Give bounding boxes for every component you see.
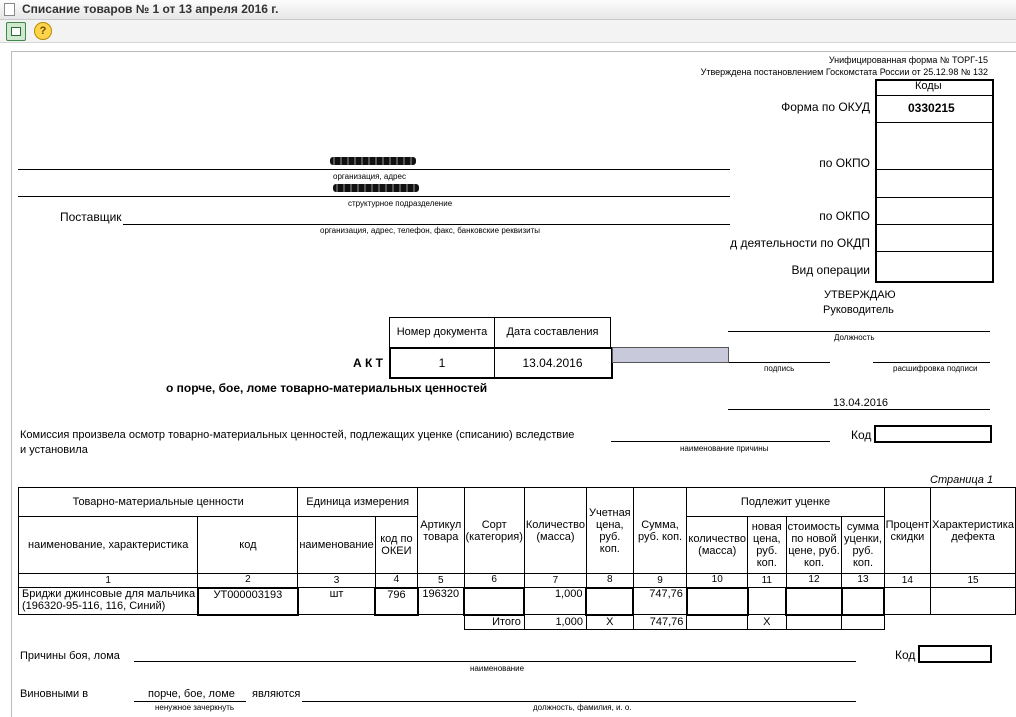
- sign-line: [728, 362, 830, 363]
- selected-cell[interactable]: [612, 347, 729, 363]
- row-code: УТ000003193: [198, 588, 298, 615]
- table-row: [19, 588, 1016, 615]
- toolbar: [0, 20, 1016, 43]
- window-titlebar: [0, 0, 1016, 20]
- name-caption: наименование: [470, 664, 525, 673]
- doc-date-header: Дата составления: [506, 326, 599, 338]
- row-article: 196320: [418, 588, 464, 615]
- act-subtitle: о порче, бое, ломе товарно-материальных ценностей: [166, 381, 488, 395]
- help-icon[interactable]: ?: [34, 22, 52, 40]
- document-icon: [4, 3, 15, 16]
- reason-line: [611, 441, 830, 442]
- total-row: [19, 615, 1016, 630]
- commission-line-2: и установила: [20, 444, 88, 456]
- date-line: [728, 409, 990, 410]
- col-num: 13: [842, 574, 884, 588]
- kod-box[interactable]: [874, 425, 992, 443]
- total-price: X: [586, 615, 633, 630]
- position-caption: Должность: [834, 333, 875, 342]
- row-md-sum: [842, 588, 884, 615]
- org-caption: организация, адрес: [333, 172, 406, 181]
- h-md-sum: сумма уценки, руб. коп.: [842, 517, 884, 574]
- kod2-box[interactable]: [918, 645, 992, 663]
- h-name: наименование, характеристика: [19, 517, 198, 574]
- h-unit: Единица измерения: [298, 488, 418, 517]
- row-pct: [884, 588, 931, 615]
- sign-caption: подпись: [764, 364, 795, 373]
- supplier-label: Поставщик: [60, 210, 122, 224]
- codes-header: Коды: [915, 80, 942, 92]
- decoding-caption: расшифровка подписи: [893, 364, 978, 373]
- doc-date: 13.04.2016: [522, 355, 583, 370]
- total-sum: 747,76: [633, 615, 687, 630]
- total-md-cost: [786, 615, 842, 630]
- row-sum: 747,76: [633, 588, 687, 615]
- col-num: 9: [633, 574, 687, 588]
- act-label: А К Т: [353, 356, 383, 370]
- row-price: [586, 588, 633, 615]
- col-num: 2: [198, 574, 298, 588]
- row-md-price: [748, 588, 787, 615]
- col-num: 8: [586, 574, 633, 588]
- form-approved: Утверждена постановлением Госкомстата России от 25.12.98 № 132: [700, 67, 988, 77]
- reasons-line: [134, 661, 856, 662]
- position-line: [728, 331, 990, 332]
- col-num: 5: [418, 574, 464, 588]
- h-code: код: [198, 517, 298, 574]
- h-pct: Процент скидки: [884, 488, 931, 574]
- total-label: Итого: [464, 615, 524, 630]
- col-num: 14: [884, 574, 931, 588]
- org-name-redacted: [330, 157, 416, 165]
- commission-line-1: Комиссия произвела осмотр товарно-материальных ценностей, подлежащих уценке (списанию) вследствие: [20, 429, 575, 441]
- supplier-line: [123, 224, 730, 225]
- strike-caption: ненужное зачеркнуть: [155, 703, 235, 712]
- form-unified: Унифицированная форма № ТОРГ-15: [828, 55, 988, 65]
- row-unit: шт: [298, 588, 375, 615]
- approve-date: 13.04.2016: [833, 397, 889, 409]
- h-sum: Сумма, руб. коп.: [633, 488, 687, 574]
- col-num: 4: [375, 574, 417, 588]
- guilty-label: Виновными в: [20, 688, 89, 700]
- h-price: Учетная цена, руб. коп.: [586, 488, 633, 574]
- total-md-qty: [687, 615, 748, 630]
- col-num: 6: [464, 574, 524, 588]
- total-md-sum: [842, 615, 884, 630]
- supplier-caption: организация, адрес, телефон, факс, банковские реквизиты: [320, 226, 540, 235]
- reason-caption: наименование причины: [680, 444, 769, 453]
- goods-table: [18, 487, 1016, 630]
- total-qty: 1,000: [524, 615, 586, 630]
- okpo-label-2: по ОКПО: [819, 209, 870, 223]
- row-name: Бриджи джинсовые для мальчика (196320-95-116, 116, Синий): [19, 588, 198, 615]
- person-caption: должность, фамилия, и. о.: [533, 703, 632, 712]
- col-num: 11: [748, 574, 787, 588]
- subdiv-redacted: [333, 184, 419, 192]
- h-md-qty: количество (масса): [687, 517, 748, 574]
- subdiv-caption: структурное подразделение: [348, 199, 453, 208]
- okud-label: Форма по ОКУД: [781, 100, 870, 114]
- guilty-value: порче, бое, ломе: [148, 688, 235, 700]
- reasons-label: Причины боя, лома: [20, 650, 120, 662]
- org-line: [18, 169, 730, 170]
- head-text: Руководитель: [823, 304, 894, 316]
- total-md-price: X: [748, 615, 787, 630]
- h-goods: Товарно-материальные ценности: [19, 488, 298, 517]
- approve-text: УТВЕРЖДАЮ: [824, 289, 896, 301]
- h-grade: Сорт (категория): [464, 488, 524, 574]
- row-md-qty: [687, 588, 748, 615]
- okud-value: 0330215: [908, 101, 955, 115]
- h-md-price: новая цена, руб. коп.: [748, 517, 787, 574]
- row-md-cost: [786, 588, 842, 615]
- h-markdown: Подлежит уценке: [687, 488, 884, 517]
- decoding-line: [873, 362, 990, 363]
- h-qty: Количество (масса): [524, 488, 586, 574]
- print-icon[interactable]: [6, 22, 26, 41]
- row-defect: [931, 588, 1016, 615]
- page-label: Страница 1: [930, 474, 994, 486]
- person-line: [302, 701, 856, 702]
- col-num: 7: [524, 574, 586, 588]
- okdp-label: д деятельности по ОКДП: [730, 236, 870, 250]
- row-grade: [464, 588, 524, 615]
- subdiv-line: [18, 196, 730, 197]
- h-okei: код по ОКЕИ: [375, 517, 417, 574]
- okpo-label-1: по ОКПО: [819, 156, 870, 170]
- are-label: являются: [252, 688, 301, 700]
- kod-label: Код: [851, 428, 872, 442]
- row-okei: 796: [375, 588, 417, 615]
- h-defect: Характеристика дефекта: [931, 488, 1016, 574]
- h-unit-name: наименование: [298, 517, 375, 574]
- col-num: 10: [687, 574, 748, 588]
- col-num: 3: [298, 574, 375, 588]
- col-num: 15: [931, 574, 1016, 588]
- doc-number: 1: [438, 355, 446, 370]
- h-md-cost: стоимость по новой цене, руб. коп.: [786, 517, 842, 574]
- kod2-label: Код: [895, 648, 916, 662]
- operation-label: Вид операции: [791, 263, 870, 277]
- h-article: Артикул товара: [418, 488, 464, 574]
- col-num: 1: [19, 574, 198, 588]
- window-title: Списание товаров № 1 от 13 апреля 2016 г.: [22, 2, 279, 16]
- row-qty: 1,000: [524, 588, 586, 615]
- doc-num-header: Номер документа: [396, 326, 488, 338]
- col-num: 12: [786, 574, 842, 588]
